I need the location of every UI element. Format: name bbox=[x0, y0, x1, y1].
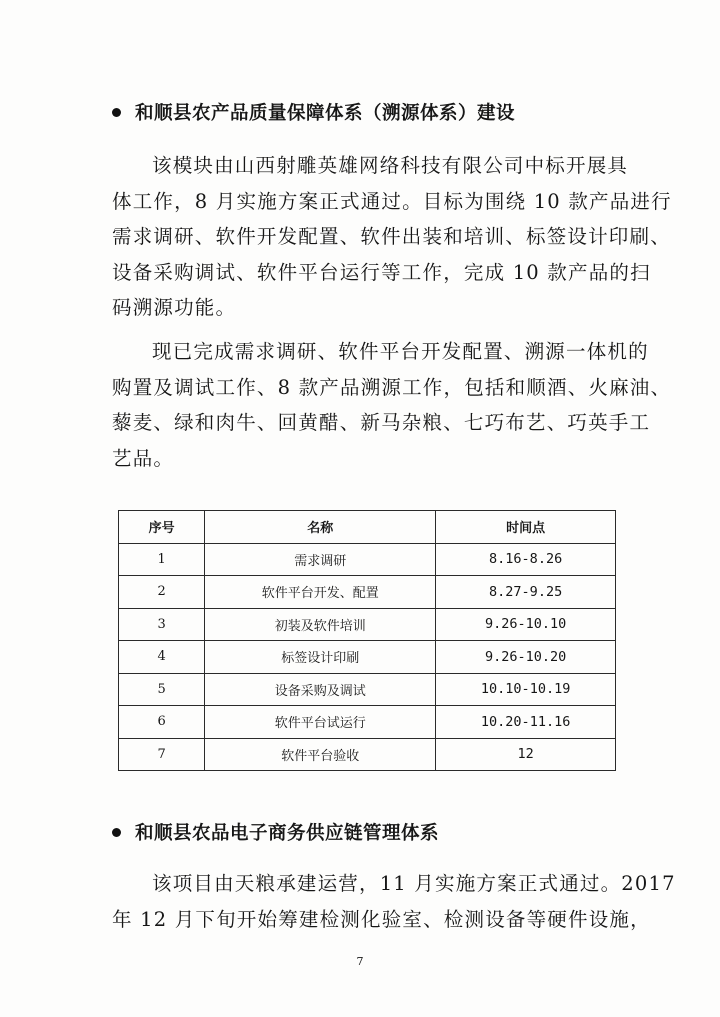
table-row bbox=[119, 673, 616, 706]
text-line: 艺品。 bbox=[112, 446, 175, 470]
cell-timepoint: 8.27-9.25 bbox=[436, 576, 616, 609]
table-row bbox=[119, 706, 616, 739]
cell-name: 软件平台开发、配置 bbox=[205, 576, 436, 609]
cell-index: 5 bbox=[119, 673, 205, 706]
header-name: 名称 bbox=[205, 511, 436, 544]
cell-timepoint: 12 bbox=[436, 738, 616, 771]
cell-index: 2 bbox=[119, 576, 205, 609]
cell-timepoint: 9.26-10.20 bbox=[436, 641, 616, 674]
page-number: 7 bbox=[356, 955, 364, 968]
text-line: 需求调研、软件开发配置、软件出装和培训、标签设计印刷、 bbox=[112, 225, 671, 248]
bullet-dot-icon bbox=[112, 828, 121, 837]
text-line: 该模块由山西射雕英雄网络科技有限公司中标开展具 bbox=[152, 154, 629, 177]
cell-index: 1 bbox=[119, 543, 205, 576]
paragraph-progress bbox=[112, 334, 672, 476]
text-line: 现已完成需求调研、软件平台开发配置、溯源一体机的 bbox=[152, 340, 649, 363]
section-heading-traceability bbox=[112, 99, 515, 125]
section-heading-text: 和顺县农产品质量保障体系（溯源体系）建设 bbox=[135, 103, 516, 124]
schedule-table bbox=[118, 510, 616, 771]
text-line: 该项目由天粮承建运营，11 月实施方案正式通过。2017 bbox=[152, 872, 676, 895]
cell-timepoint: 10.20-11.16 bbox=[436, 706, 616, 739]
paragraph-project-intro bbox=[112, 148, 672, 326]
section-heading-ecommerce bbox=[112, 819, 439, 845]
text-line: 购置及调试工作、8 款产品溯源工作，包括和顺酒、火麻油、 bbox=[112, 375, 672, 399]
cell-index: 3 bbox=[119, 608, 205, 641]
cell-index: 4 bbox=[119, 641, 205, 674]
table-row bbox=[119, 641, 616, 674]
cell-timepoint: 10.10-10.19 bbox=[436, 673, 616, 706]
table-row bbox=[119, 738, 616, 771]
cell-name: 设备采购及调试 bbox=[205, 673, 436, 706]
table-header-row bbox=[119, 511, 616, 544]
text-line: 体工作，8 月实施方案正式通过。目标为围绕 10 款产品进行 bbox=[112, 189, 672, 213]
text-line: 设备采购调试、软件平台运行等工作，完成 10 款产品的扫 bbox=[112, 260, 651, 284]
cell-name: 需求调研 bbox=[205, 543, 436, 576]
header-index: 序号 bbox=[119, 511, 205, 544]
cell-index: 6 bbox=[119, 706, 205, 739]
text-line: 藜麦、绿和肉牛、回黄醋、新马杂粮、七巧布艺、巧英手工 bbox=[112, 411, 651, 434]
cell-name: 软件平台验收 bbox=[205, 738, 436, 771]
cell-name: 标签设计印刷 bbox=[205, 641, 436, 674]
table-row bbox=[119, 608, 616, 641]
cell-timepoint: 9.26-10.10 bbox=[436, 608, 616, 641]
table-row bbox=[119, 543, 616, 576]
cell-index: 7 bbox=[119, 738, 205, 771]
cell-timepoint: 8.16-8.26 bbox=[436, 543, 616, 576]
paragraph-ecommerce bbox=[112, 866, 676, 937]
section-heading-text: 和顺县农品电子商务供应链管理体系 bbox=[135, 823, 440, 844]
bullet-dot-icon bbox=[112, 108, 121, 117]
cell-name: 软件平台试运行 bbox=[205, 706, 436, 739]
cell-name: 初装及软件培训 bbox=[205, 608, 436, 641]
table-row bbox=[119, 576, 616, 609]
header-timepoint: 时间点 bbox=[436, 511, 616, 544]
text-line: 码溯源功能。 bbox=[112, 296, 237, 319]
text-line: 年 12 月下旬开始筹建检测化验室、检测设备等硬件设施， bbox=[112, 907, 651, 931]
